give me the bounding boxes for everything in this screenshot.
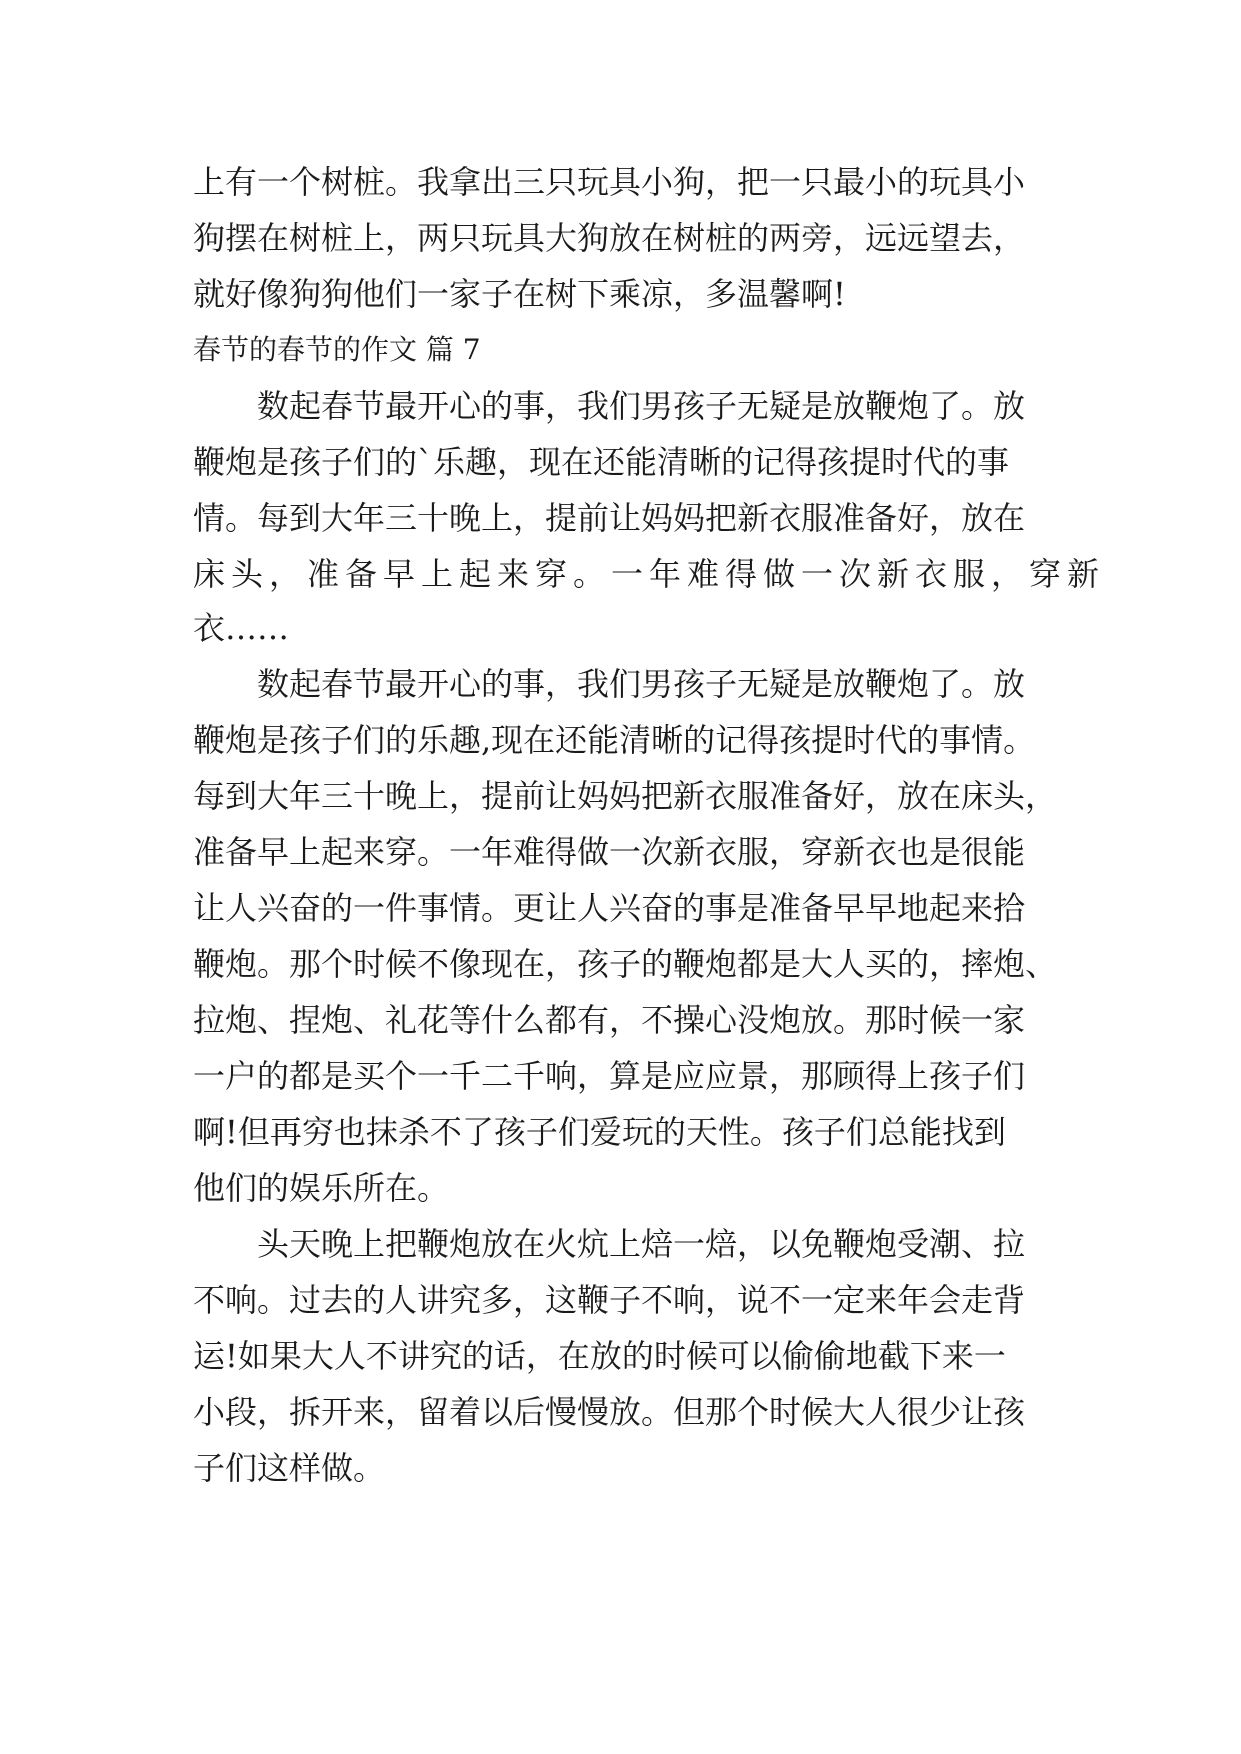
text-line: 运!如果大人不讲究的话，在放的时候可以偷偷地截下来一 bbox=[193, 1337, 1006, 1375]
text-line: 数起春节最开心的事，我们男孩子无疑是放鞭炮了。放 bbox=[193, 665, 1026, 703]
text-line: 情。每到大年三十晚上，提前让妈妈把新衣服准备好，放在 bbox=[193, 499, 1026, 537]
text-line: 床头，准备早上起来穿。一年难得做一次新衣服，穿新 bbox=[193, 555, 1106, 593]
text-line: 拉炮、捏炮、礼花等什么都有，不操心没炮放。那时候一家 bbox=[193, 1001, 1026, 1039]
text-line: 狗摆在树桩上，两只玩具大狗放在树桩的两旁，远远望去， bbox=[193, 219, 1026, 257]
text-line: 一户的都是买个一千二千响，算是应应景，那顾得上孩子们 bbox=[193, 1057, 1026, 1095]
text-line: 衣…… bbox=[193, 609, 290, 647]
text-line: 他们的娱乐所在。 bbox=[193, 1169, 450, 1207]
text-line: 数起春节最开心的事，我们男孩子无疑是放鞭炮了。放 bbox=[193, 387, 1026, 425]
text-line: 让人兴奋的一件事情。更让人兴奋的事是准备早早地起来拾 bbox=[193, 889, 1026, 927]
text-line: 上有一个树桩。我拿出三只玩具小狗，把一只最小的玩具小 bbox=[193, 163, 1026, 201]
text-line: 啊!但再穷也抹杀不了孩子们爱玩的天性。孩子们总能找到 bbox=[193, 1113, 1006, 1151]
text-line: 小段，拆开来，留着以后慢慢放。但那个时候大人很少让孩 bbox=[193, 1393, 1026, 1431]
text-line: 头天晚上把鞭炮放在火炕上焙一焙，以免鞭炮受潮、拉 bbox=[193, 1225, 1026, 1263]
text-line: 不响。过去的人讲究多，这鞭子不响，说不一定来年会走背 bbox=[193, 1281, 1026, 1319]
text-line: 每到大年三十晚上，提前让妈妈把新衣服准备好，放在床头， bbox=[193, 777, 1058, 815]
text-line: 鞭炮。那个时候不像现在，孩子的鞭炮都是大人买的，摔炮、 bbox=[193, 945, 1058, 983]
text-line: 子们这样做。 bbox=[193, 1449, 386, 1487]
text-line: 鞭炮是孩子们的乐趣,现在还能清晰的记得孩提时代的事情。 bbox=[193, 721, 1036, 759]
text-line: 鞭炮是孩子们的`乐趣，现在还能清晰的记得孩提时代的事 bbox=[193, 443, 1010, 481]
section-heading: 春节的春节的作文 篇 7 bbox=[193, 333, 481, 366]
text-line: 就好像狗狗他们一家子在树下乘凉，多温馨啊! bbox=[193, 275, 846, 313]
text-line: 准备早上起来穿。一年难得做一次新衣服，穿新衣也是很能 bbox=[193, 833, 1026, 871]
